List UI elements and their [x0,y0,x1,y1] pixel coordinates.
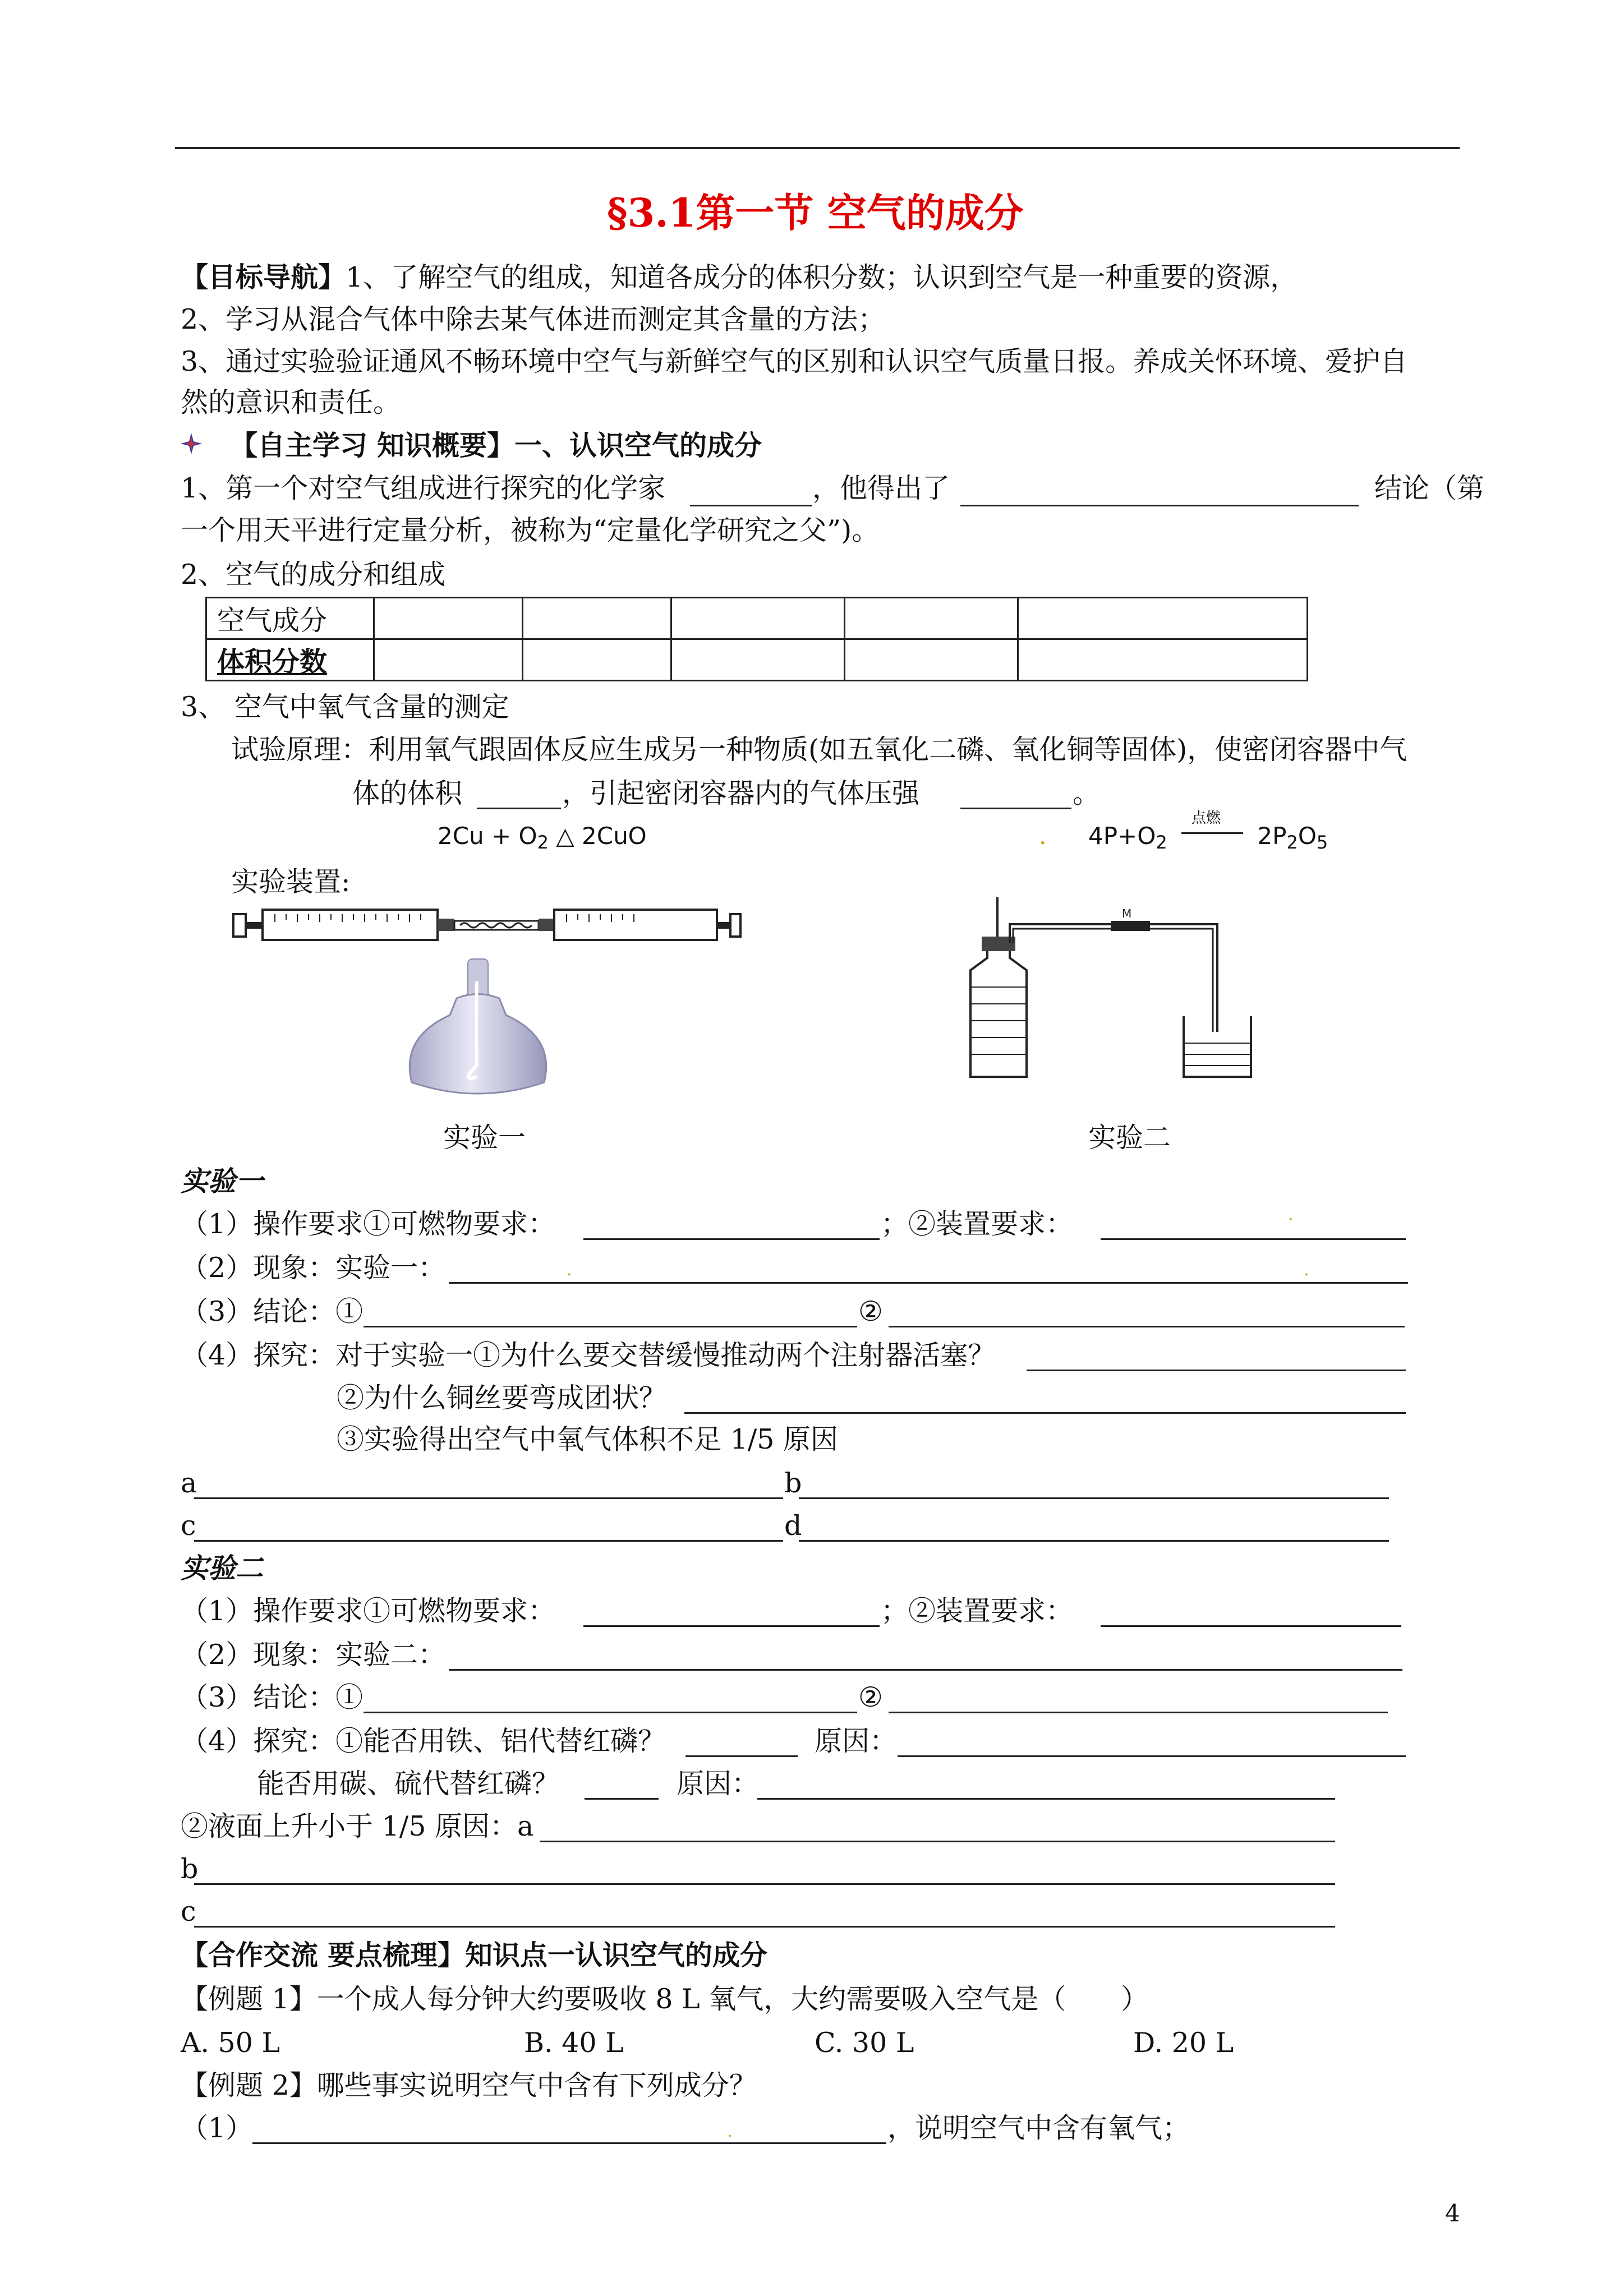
goals-line-4: 然的意识和责任。 [181,386,401,418]
exp2-c-label: c [181,1896,196,1928]
goals-tag: 【目标导航】 [181,261,346,293]
fig2-caption: 实验二 [1088,1122,1171,1154]
equation-phosphorus: $4P+O_2$ 点燃 $2P_2O_5$ [1088,810,1328,853]
table-cell[interactable] [523,598,671,639]
option-b[interactable]: B. 40 L [524,2027,624,2059]
exp2-line-1b: ；②装置要求： [881,1595,1074,1627]
answer-blank[interactable] [252,2142,886,2144]
stray-dot: . [567,1260,572,1280]
reaction-arrow: 点燃 [1181,824,1243,848]
q2-text: 2、空气的成分和组成 [181,559,446,591]
exp2-heading: 实验二 [181,1552,264,1584]
answer-blank[interactable] [449,1669,1402,1671]
svg-text:M: M [1122,907,1132,920]
exp1-b-label: b [784,1467,802,1499]
answer-blank[interactable] [194,1540,783,1542]
answer-blank[interactable] [799,1540,1389,1542]
answer-blank[interactable] [585,1798,659,1800]
q1-text-d: 一个用天平进行定量分析，被称为“定量化学研究之父”)。 [181,514,880,546]
page-title: §3.1第一节 空气的成分 [607,190,1024,236]
option-a[interactable]: A. 50 L [181,2027,280,2059]
answer-blank[interactable] [1027,1370,1406,1371]
table-cell[interactable] [1018,598,1308,639]
figure-experiment-1 [230,897,746,1115]
exp2-line-3a: （3）结论：① [181,1681,364,1713]
q1-text-c: 结论（第 [1374,472,1485,504]
exp2-line-4b: 原因： [815,1725,898,1757]
goals-line-2: 2、学习从混合气体中除去某气体进而测定其含量的方法； [181,303,886,335]
exp2-b-label: b [181,1853,199,1885]
option-c[interactable]: C. 30 L [815,2027,914,2059]
air-composition-table [205,597,1308,681]
answer-blank[interactable] [1101,1625,1401,1627]
page-number: 4 [1445,2200,1460,2227]
exp2-line-4d: 原因： [677,1768,760,1800]
table-cell[interactable] [671,639,845,681]
apparatus-label: 实验装置: [231,866,351,898]
answer-blank[interactable] [194,1497,783,1499]
stray-dot: . [727,2122,733,2141]
answer-blank[interactable] [449,1282,1408,1284]
example-2-1a: （1） [181,2112,254,2144]
table-row [206,598,1308,639]
goals-line-3: 3、通过实验验证通风不畅环境中空气与新鲜空气的区别和认识空气质量日报。养成关怀环境、爱护自 [181,345,1408,377]
equation-copper: $2Cu + O_2$ △ 2CuO [438,822,647,853]
answer-blank[interactable] [898,1755,1406,1757]
exp1-line-1b: ；②装置要求： [881,1208,1074,1240]
self-study-heading: 【自主学习 知识概要】一、认识空气的成分 [230,429,762,462]
table-cell[interactable] [523,639,671,681]
exp2-line-2: （2）现象：实验二： [181,1639,446,1671]
exp2-line-1a: （1）操作要求①可燃物要求： [181,1595,556,1627]
principle-line-2c: 。 [1073,777,1101,809]
goals-line-1 [181,261,1298,293]
fig1-caption: 实验一 [443,1122,526,1154]
table-row [206,639,1308,681]
table-cell[interactable] [845,598,1018,639]
table-cell: 空气成分 [206,598,374,639]
table-cell: 体积分数 [206,639,374,681]
q3-text: 3、 空气中氧气含量的测定 [181,691,509,723]
table-cell[interactable] [1018,639,1308,681]
exp1-line-2: （2）现象：实验一： [181,1252,446,1284]
exp2-line-5: ②液面上升小于 1/5 原因：a [181,1810,534,1842]
exp1-line-3a: （3）结论：① [181,1295,364,1327]
answer-blank[interactable] [364,1326,857,1327]
answer-blank[interactable] [686,1755,798,1757]
exp2-line-4a: （4）探究：①能否用铁、铝代替红磷？ [181,1725,666,1757]
table-cell[interactable] [671,598,845,639]
goals-item: 1、了解空气的组成，知道各成分的体积分数；认识到空气是一种重要的资源， [346,261,1298,293]
heat-condition: △ [556,822,574,850]
table-cell[interactable] [374,598,523,639]
exp2-line-3b: ② [858,1681,883,1713]
example-1: 【例题 1】一个成人每分钟大约要吸收 8 L 氧气，大约需要吸入空气是（ ） [181,1983,1149,2015]
exp1-line-4c: ③实验得出空气中氧气体积不足 1/5 原因 [337,1423,839,1455]
example-2: 【例题 2】哪些事实说明空气中含有下列成分？ [181,2069,757,2101]
table-cell[interactable] [845,639,1018,681]
answer-blank[interactable] [540,1841,1335,1842]
stray-dot: · [1288,1210,1294,1229]
header-rule [175,147,1460,149]
exp2-line-4c: 能否用碳、硫代替红磷？ [257,1768,560,1800]
answer-blank[interactable] [960,505,1359,506]
answer-blank[interactable] [757,1798,1335,1800]
bullet-icon [180,432,203,460]
answer-blank[interactable] [364,1712,857,1713]
stray-dot: . [1304,1260,1309,1280]
exp1-line-4b: ②为什么铜丝要弯成团状？ [337,1382,667,1414]
q1-text-b: ，他得出了 [812,472,950,504]
answer-blank[interactable] [583,1238,880,1240]
answer-blank[interactable] [1101,1238,1406,1240]
answer-blank[interactable] [583,1625,880,1627]
answer-blank[interactable] [194,1883,1335,1885]
exp1-line-3b: ② [858,1295,883,1327]
exp1-c-label: c [181,1510,196,1542]
principle-line-2a: 体的体积 [352,777,463,809]
principle-line-1: 试验原理：利用氧气跟固体反应生成另一种物质(如五氧化二磷、氧化铜等固体)，使密闭容器中气 [231,734,1407,766]
answer-blank[interactable] [684,1412,1406,1414]
q1-text-a: 1、第一个对空气组成进行探究的化学家 [181,472,666,504]
exp1-line-4a: （4）探究：对于实验一①为什么要交替缓慢推动两个注射器活塞？ [181,1339,996,1371]
exp1-d-label: d [784,1510,802,1542]
table-cell[interactable] [374,639,523,681]
stray-dot: . [1039,822,1047,850]
answer-blank[interactable] [194,1926,1335,1928]
answer-blank[interactable] [889,1326,1405,1327]
answer-blank[interactable] [799,1497,1389,1499]
example-2-1b: ，说明空气中含有氧气； [887,2112,1190,2144]
answer-blank[interactable] [477,808,561,809]
coop-heading: 【合作交流 要点梳理】知识点一认识空气的成分 [181,1939,768,1971]
answer-blank[interactable] [690,505,812,506]
answer-blank[interactable] [960,808,1071,809]
option-d[interactable]: D. 20 L [1133,2027,1234,2059]
exp1-line-1a: （1）操作要求①可燃物要求： [181,1208,556,1240]
exp1-a-label: a [181,1467,197,1499]
answer-blank[interactable] [889,1712,1388,1713]
principle-line-2b: ，引起密闭容器内的气体压强 [562,777,920,809]
figure-experiment-2 [959,892,1273,1098]
exp1-heading: 实验一 [181,1165,264,1197]
